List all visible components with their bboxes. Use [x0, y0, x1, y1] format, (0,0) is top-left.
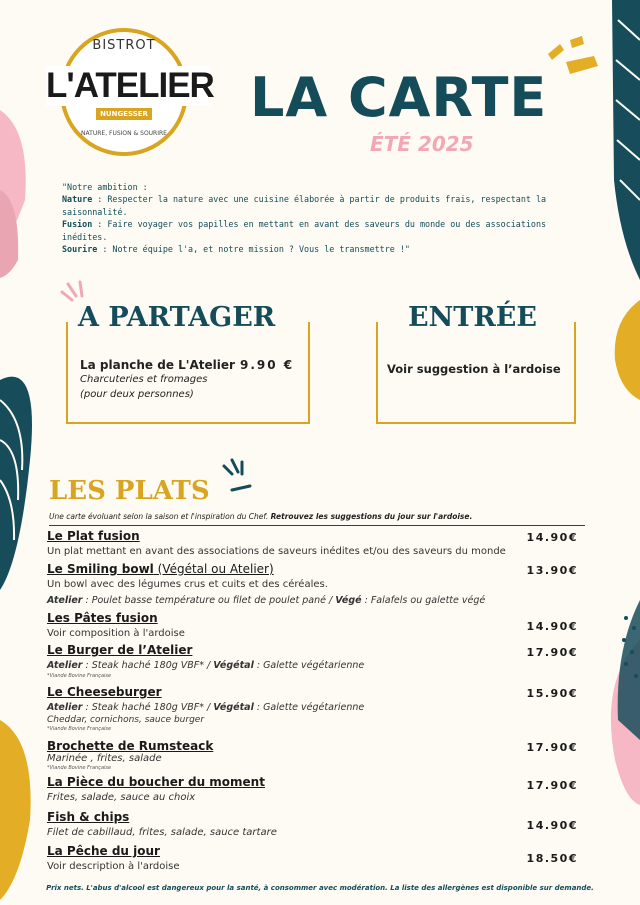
- dish-price: 14.90€: [526, 620, 578, 633]
- dish-pates-fusion: [47, 611, 587, 641]
- leaf-right-teal-bottom-icon: [618, 600, 640, 740]
- ambition-line-fusion: Fusion : Faire voyager vos papilles en mettant en avant des saveurs du monde ou des associations inédites.: [62, 219, 547, 242]
- leaf-right-gold-icon: [615, 300, 640, 400]
- dish-name: La Pêche du jour: [47, 844, 160, 858]
- entree-title: ENTRÉE: [408, 302, 537, 333]
- leaf-left-top-icon: [0, 110, 26, 278]
- dish-footnote: *Viande Bovine Française: [47, 726, 112, 732]
- dish-price: 13.90€: [526, 564, 578, 577]
- dish-name: Le Plat fusion: [47, 529, 140, 543]
- logo-sub-text: NATURE, FUSION & SOURIRE: [81, 130, 167, 137]
- partager-item-price: 9.90 €: [240, 358, 295, 372]
- dish-smiling-bowl: [47, 562, 587, 608]
- dish-piece-boucher: [47, 775, 587, 805]
- page-subtitle: ÉTÉ 2025: [370, 132, 474, 156]
- dish-name: Le Smiling bowl (Végétal ou Atelier): [47, 562, 274, 576]
- plats-divider: [49, 525, 585, 526]
- dish-price: 14.90€: [526, 819, 578, 832]
- leaf-right-top-icon: [612, 0, 640, 280]
- partager-title: A PARTAGER: [78, 302, 276, 333]
- dish-price: 18.50€: [526, 852, 578, 865]
- accent-strokes-partager-icon: [62, 282, 82, 300]
- dish-burger-atelier: [47, 643, 587, 680]
- dish-plat-fusion: [47, 529, 587, 559]
- logo-top-text: BISTROT: [92, 38, 156, 53]
- leaf-left-teal-icon: [0, 377, 32, 590]
- partager-box: [66, 322, 310, 424]
- ambition-line-nature: Nature : Respecter la nature avec une cuisine élaborée à partir de produits frais, respectant la saisonnalité.: [62, 194, 547, 217]
- dish-price: 17.90€: [526, 779, 578, 792]
- ambition-block: [62, 181, 562, 255]
- dish-desc: Un bowl avec des légumes crus et cuits et des céréales.: [47, 579, 328, 590]
- ambition-heading: "Notre ambition :: [62, 182, 148, 192]
- dish-desc: Cheddar, cornichons, sauce burger: [47, 715, 205, 725]
- dish-options: Atelier : Steak haché 180g VBF* / Végétal : Galette végétarienne: [47, 702, 365, 713]
- dish-fish-chips: [47, 810, 587, 840]
- partager-desc-2: (pour deux personnes): [80, 389, 194, 400]
- dish-desc: Un plat mettant en avant des associations de saveurs inédites et/ou des saveurs du monde: [47, 546, 506, 557]
- bistrot-logo: [46, 28, 214, 156]
- partager-desc-1: Charcuteries et fromages: [80, 374, 208, 385]
- accent-strokes-plats-icon: [224, 460, 250, 490]
- dish-name: Les Pâtes fusion: [47, 611, 158, 625]
- dish-brochette-rumsteack: [47, 739, 587, 772]
- footer-legal-note: Prix nets. L'abus d'alcool est dangereux pour la santé, à consommer avec modération. La liste des allergènes est disponible sur demande.: [46, 884, 594, 892]
- dish-name: Brochette de Rumsteack: [47, 739, 214, 753]
- dish-desc: Filet de cabillaud, frites, salade, sauce tartare: [47, 827, 277, 838]
- dish-footnote: *Viande Bovine Française: [47, 765, 112, 771]
- dish-price: 15.90€: [526, 687, 578, 700]
- dish-desc: Marinée , frites, salade: [47, 753, 162, 764]
- dish-desc: Voir description à l'ardoise: [47, 861, 180, 872]
- dish-desc: Frites, salade, sauce au choix: [47, 792, 196, 803]
- logo-main-text: L'ATELIER: [46, 66, 214, 105]
- ambition-line-sourire: Sourire : Notre équipe l'a, et notre mission ? Vous le transmettre !": [62, 244, 410, 255]
- dish-name: Le Cheeseburger: [47, 685, 162, 699]
- dish-desc: Voir composition à l'ardoise: [47, 628, 185, 639]
- dish-price: 17.90€: [526, 741, 578, 754]
- dish-name: Le Burger de l’Atelier: [47, 643, 193, 657]
- dish-options: Atelier : Steak haché 180g VBF* / Végétal : Galette végétarienne: [47, 660, 365, 671]
- dish-peche-du-jour: [47, 844, 587, 874]
- logo-badge: NUNGESSER: [96, 108, 152, 120]
- dish-options: Atelier : Poulet basse température ou filet de poulet pané / Végé : Falafels ou galette végé: [47, 595, 486, 606]
- dish-price: 14.90€: [526, 531, 578, 544]
- dish-cheeseburger: [47, 685, 587, 733]
- accent-strokes-title-icon: [548, 36, 598, 74]
- plats-title: LES PLATS: [49, 476, 210, 506]
- dish-name: Fish & chips: [47, 810, 130, 824]
- dish-price: 17.90€: [526, 646, 578, 659]
- plats-note: Une carte évoluant selon la saison et l'inspiration du Chef. Retrouvez les suggestions du jour sur l'ardoise.: [49, 512, 473, 521]
- entree-text: Voir suggestion à l’ardoise: [387, 362, 561, 376]
- dish-footnote: *Viande Bovine Française: [47, 673, 112, 679]
- page-title: LA CARTE: [250, 66, 548, 129]
- leaf-left-gold-icon: [0, 720, 31, 900]
- partager-item-name: La planche de L'Atelier: [80, 358, 235, 372]
- dish-name: La Pièce du boucher du moment: [47, 775, 265, 789]
